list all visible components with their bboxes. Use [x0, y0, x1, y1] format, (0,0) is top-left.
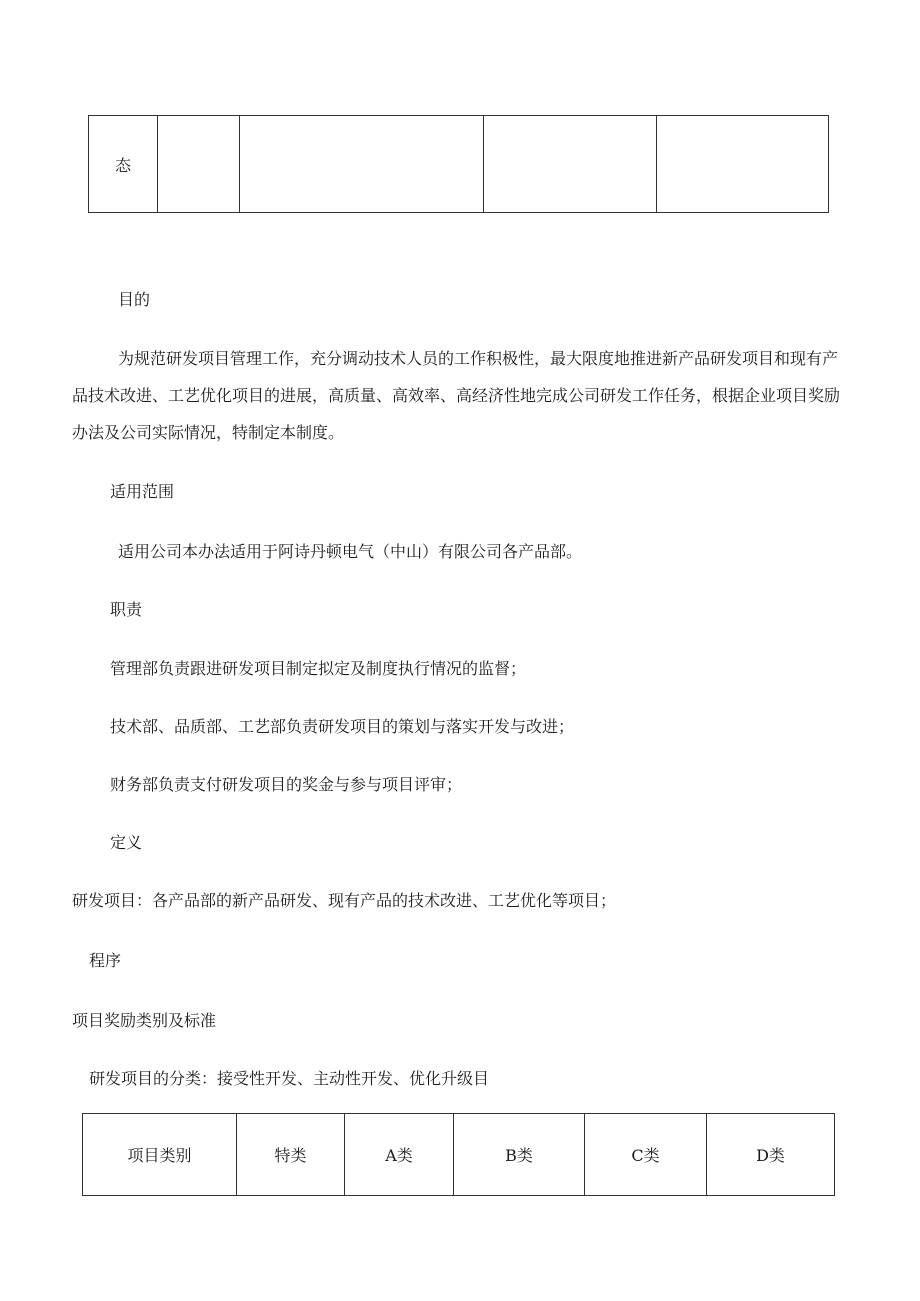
table-header-cell: C类 [585, 1114, 707, 1196]
purpose-paragraph: 为规范研发项目管理工作，充分调动技术人员的工作积极性，最大限度地推进新产品研发项目和现有产品技术改进、工艺优化项目的进展，高质量、高效率、高经济性地完成公司研发工作任务，根据企业项目奖励办法及公司实际情况，特制定本制度。 [72, 349, 841, 442]
table-header-cell: A类 [345, 1114, 454, 1196]
category-table [82, 1113, 835, 1196]
table-row [83, 1114, 835, 1196]
table-row [89, 116, 829, 213]
scope-paragraph: 适用公司本办法适用于阿诗丹顿电气（中山）有限公司各产品部。 [118, 542, 583, 561]
section-heading-duties: 职责 [110, 600, 143, 619]
list-item: 技术部、品质部、工艺部负责研发项目的策划与落实开发与改进； [110, 717, 575, 736]
top-table [88, 115, 829, 213]
section-heading-purpose: 目的 [118, 290, 151, 309]
list-item: 财务部负责支付研发项目的奖金与参与项目评审； [110, 775, 463, 794]
reward-heading: 项目奖励类别及标准 [72, 1011, 217, 1030]
table-header-cell: 项目类别 [83, 1114, 237, 1196]
table-cell: 态 [89, 116, 158, 213]
list-item: 管理部负责跟进研发项目制定拟定及制度执行情况的监督； [110, 659, 527, 678]
table-cell [158, 116, 240, 213]
table-cell [240, 116, 484, 213]
table-header-cell: D类 [707, 1114, 835, 1196]
table-cell [484, 116, 657, 213]
section-heading-definition: 定义 [110, 833, 143, 852]
classification-paragraph: 研发项目的分类：接受性开发、主动性开发、优化升级目 [89, 1069, 490, 1088]
table-cell [657, 116, 829, 213]
section-heading-scope: 适用范围 [110, 482, 175, 501]
table-header-cell: B类 [454, 1114, 585, 1196]
section-heading-procedure: 程序 [89, 951, 122, 970]
table-header-cell: 特类 [237, 1114, 345, 1196]
definition-paragraph: 研发项目：各产品部的新产品研发、现有产品的技术改进、工艺优化等项目； [72, 891, 617, 910]
